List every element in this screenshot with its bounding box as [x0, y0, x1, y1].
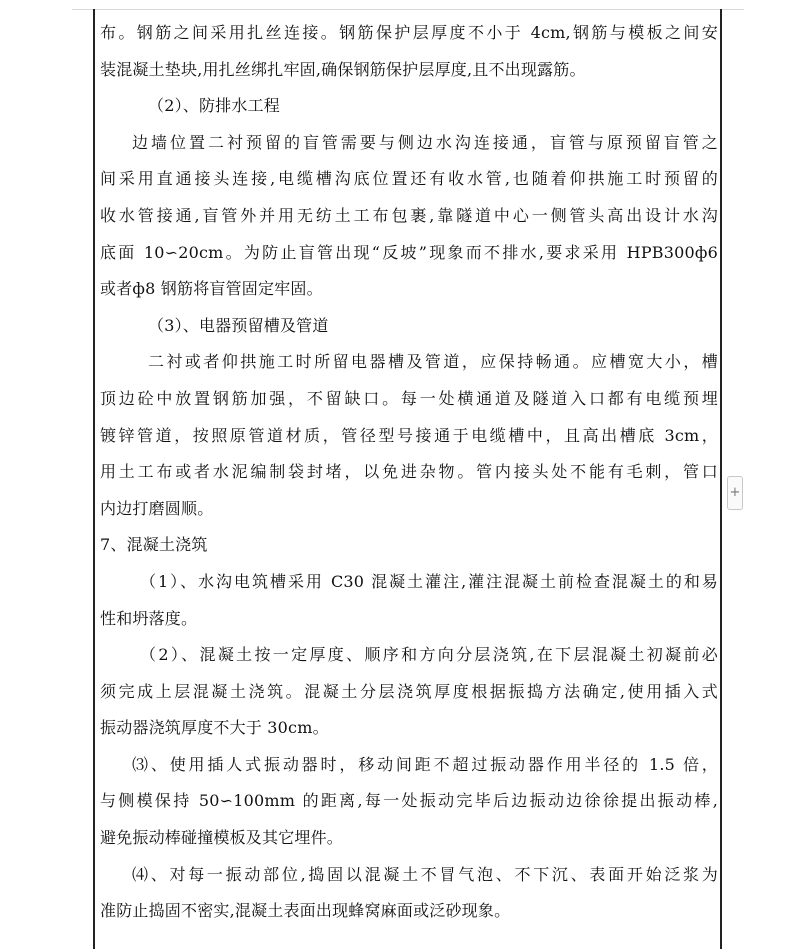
text-line: 内边打磨圆顺。	[100, 498, 214, 518]
add-row-button[interactable]: +	[727, 476, 743, 510]
text-line: （2）、混凝土按一定厚度、顺序和方向分层浇筑,在下层混凝土初凝前必	[140, 645, 718, 665]
text-line: 布。钢筋之间采用扎丝连接。钢筋保护层厚度不小于 4cm,钢筋与模板之间安	[100, 23, 718, 42]
text-line: 与侧模保持 50∽100mm 的距离,每一处振动完毕后边振动边徐徐提出振动棒,	[100, 791, 718, 811]
text-line: ⑶、使用插人式振动器时，移动间距不超过振动器作用半径的 1.5 倍，	[132, 754, 718, 774]
text-line: 避免振动棒碰撞模板及其它埋件。	[100, 828, 344, 848]
text-line: 边墙位置二衬预留的盲管需要与侧边水沟连接通，盲管与原预留盲管之	[132, 132, 718, 152]
text-line: 顶边砼中放置钢筋加强，不留缺口。每一处横通道及隧道入口都有电缆预埋	[100, 388, 718, 408]
section-heading: 7、混凝土浇筑	[100, 535, 208, 555]
text-line: 须完成上层混凝土浇筑。混凝土分层浇筑厚度根据振捣方法确定,使用插入式	[100, 681, 718, 701]
text-line: （1）、水沟电筑槽采用 C30 混凝土灌注,灌注混凝土前检查混凝土的和易	[140, 571, 718, 591]
section-heading: （2）、防排水工程	[148, 96, 280, 116]
text-line: 准防止捣固不密实,混凝土表面出现蜂窝麻面或泛砂现象。	[100, 901, 511, 921]
section-heading: （3）、电器预留槽及管道	[148, 315, 329, 335]
text-line: 用土工布或者水泥编制袋封堵，以免进杂物。管内接头处不能有毛刺，管口	[100, 462, 718, 482]
text-line: 性和坍落度。	[100, 608, 198, 628]
text-line: 底面 10∽20cm。为防止盲管出现“反坡”现象而不排水,要求采用 HPB300ф6	[100, 242, 718, 262]
text-line: 振动器浇筑厚度不大于 30cm。	[100, 718, 329, 738]
document-body	[100, 15, 718, 930]
text-line: 收水管接通,盲管外并用无纺土工布包裹,靠隧道中心一侧管头高出设计水沟	[100, 205, 718, 225]
text-line: 镀锌管道，按照原管道材质，管径型号接通于电缆槽中，且高出槽底 3cm，	[100, 425, 718, 445]
text-line: 二衬或者仰拱施工时所留电器槽及管道，应保持畅通。应槽宽大小，槽	[148, 352, 718, 372]
text-line: 装混凝土垫块,用扎丝绑扎牢固,确保钢筋保护层厚度,且不出现露筋。	[100, 59, 586, 79]
text-line: ⑷、对每一振动部位,捣固以混凝土不冒气泡、不下沉、表面开始泛浆为	[132, 864, 718, 884]
text-line: 间采用直通接头连接,电缆槽沟底位置还有收水管,也随着仰拱施工时预留的	[100, 169, 718, 189]
text-line: 或者ф8 钢筋将盲管固定牢固。	[100, 279, 323, 299]
